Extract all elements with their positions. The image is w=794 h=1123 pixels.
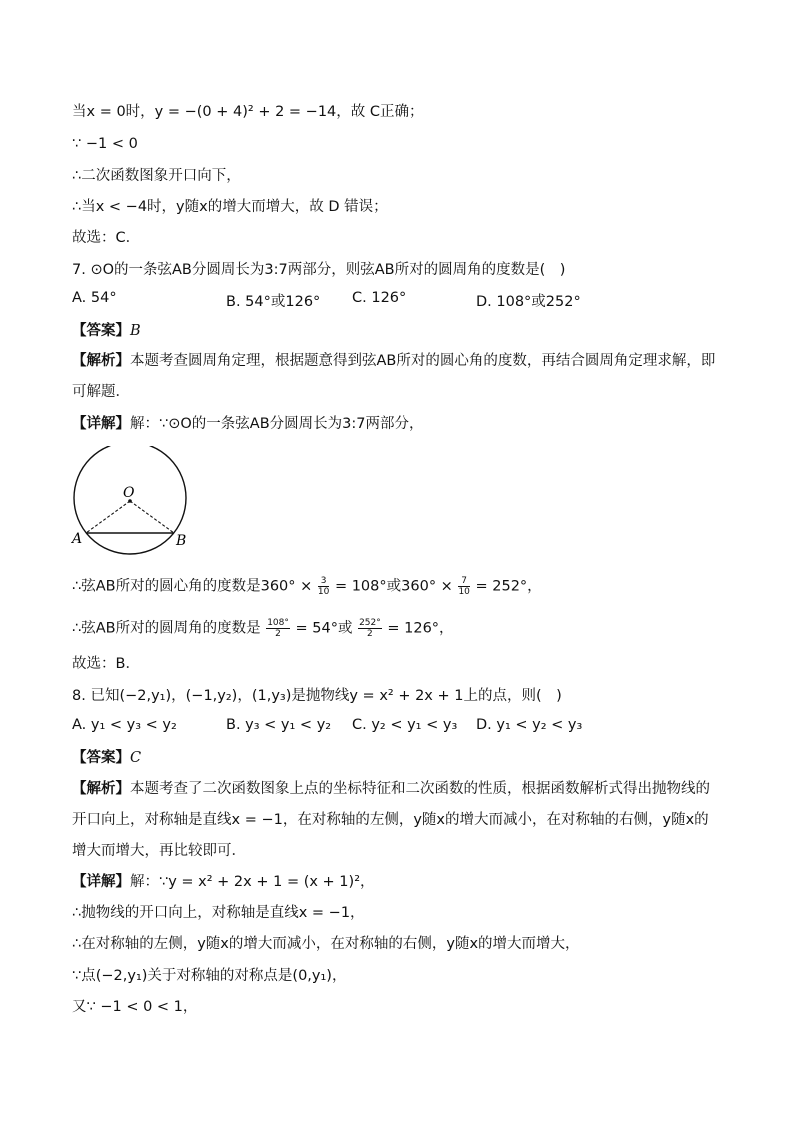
numerator: 7 bbox=[458, 576, 469, 587]
q7-answer bbox=[72, 321, 141, 341]
calc-text: = 54°或 bbox=[295, 620, 353, 637]
q7-analysis bbox=[72, 346, 722, 408]
q7-choose: 故选：B． bbox=[72, 656, 140, 672]
text-line: ∴二次函数图象开口向下， bbox=[72, 168, 241, 184]
q8-option-c: C. y₂ < y₁ < y₃ bbox=[352, 717, 458, 733]
fraction bbox=[318, 576, 329, 597]
label-a: A bbox=[72, 531, 83, 547]
fraction bbox=[266, 618, 290, 639]
circle-figure bbox=[60, 446, 200, 556]
analysis-tag: 【解析】 bbox=[72, 781, 130, 797]
radius-ob bbox=[130, 501, 174, 533]
question-8: 8. 已知(−2,y₁)，(−1,y₂)，(1,y₃)是抛物线y = x² + 2x + 1上的点，则( ) bbox=[72, 688, 562, 704]
q8-step-3: ∵点(−2,y₁)关于对称轴的对称点是(0,y₁)， bbox=[72, 968, 347, 984]
calc-text: = 108°或360° × bbox=[334, 578, 453, 595]
text-line: 故选：C． bbox=[72, 230, 141, 246]
q8-option-a: A. y₁ < y₃ < y₂ bbox=[72, 717, 177, 733]
answer-value: B bbox=[130, 323, 141, 339]
denominator: 10 bbox=[317, 587, 330, 597]
question-7: 7. ⊙O的一条弦AB分圆周长为3:7两部分，则弦AB所对的圆周角的度数是( ) bbox=[72, 262, 566, 278]
calc-text: ∴弦AB所对的圆心角的度数是360° × bbox=[72, 578, 313, 595]
q8-step-2: ∴在对称轴的左侧，y随x的增大而减小，在对称轴的右侧，y随x的增大而增大， bbox=[72, 936, 580, 952]
calc-text: = 252°， bbox=[475, 578, 542, 595]
q8-option-b: B. y₃ < y₁ < y₂ bbox=[226, 717, 332, 733]
numerator: 252° bbox=[359, 618, 381, 628]
q8-answer bbox=[72, 748, 141, 768]
analysis-tag: 【解析】 bbox=[72, 353, 130, 369]
analysis-text: 本题考查了二次函数图象上点的坐标特征和二次函数的性质，根据函数解析式得出抛物线的开口向上，对称轴是直线x = −1，在对称轴的左侧，y随x的增大而减小，在对称轴的右侧，y随x的增大而增大，再比较即可． bbox=[72, 781, 710, 859]
q7-calc-1 bbox=[72, 576, 542, 597]
numerator: 108° bbox=[267, 618, 289, 628]
fraction bbox=[358, 618, 382, 639]
denominator: 10 bbox=[458, 587, 470, 597]
answer-tag: 【答案】 bbox=[72, 750, 130, 766]
answer-value: C bbox=[130, 750, 142, 766]
detail-text: 解：∵⊙O的一条弦AB分圆周长为3:7两部分， bbox=[130, 416, 424, 432]
analysis-text: 本题考查圆周角定理，根据题意得到弦AB所对的圆心角的度数，再结合圆周角定理求解，即可解题． bbox=[72, 353, 716, 400]
text-line: 当x = 0时，y = −(0 + 4)² + 2 = −14，故 C正确； bbox=[72, 104, 424, 120]
calc-text: = 126°， bbox=[387, 620, 454, 637]
q7-option-b: B. 54°或126° bbox=[226, 294, 321, 310]
radius-oa bbox=[86, 501, 130, 533]
q7-option-c: C. 126° bbox=[352, 290, 407, 306]
text-line: ∵ −1 < 0 bbox=[72, 136, 138, 152]
answer-tag: 【答案】 bbox=[72, 323, 130, 339]
q7-option-a: A. 54° bbox=[72, 290, 117, 306]
q8-option-d: D. y₁ < y₂ < y₃ bbox=[476, 717, 583, 733]
q7-detail bbox=[72, 414, 424, 434]
calc-text: ∴弦AB所对的圆周角的度数是 bbox=[72, 620, 261, 637]
q8-detail bbox=[72, 872, 375, 892]
q8-step-1: ∴抛物线的开口向上，对称轴是直线x = −1， bbox=[72, 905, 365, 921]
q8-step-4: 又∵ −1 < 0 < 1， bbox=[72, 999, 198, 1015]
detail-text: 解：∵y = x² + 2x + 1 = (x + 1)²， bbox=[130, 874, 375, 890]
q7-calc-2 bbox=[72, 618, 454, 639]
label-b: B bbox=[176, 533, 187, 549]
detail-tag: 【详解】 bbox=[72, 874, 130, 890]
label-o: O bbox=[123, 485, 135, 501]
fraction bbox=[458, 576, 469, 597]
denominator: 2 bbox=[275, 629, 281, 639]
detail-tag: 【详解】 bbox=[72, 416, 130, 432]
numerator: 3 bbox=[318, 576, 329, 587]
denominator: 2 bbox=[367, 629, 373, 639]
q8-analysis bbox=[72, 774, 722, 867]
q7-option-d: D. 108°或252° bbox=[476, 294, 581, 310]
text-line: ∴当x < −4时，y随x的增大而增大，故 D 错误； bbox=[72, 199, 388, 215]
